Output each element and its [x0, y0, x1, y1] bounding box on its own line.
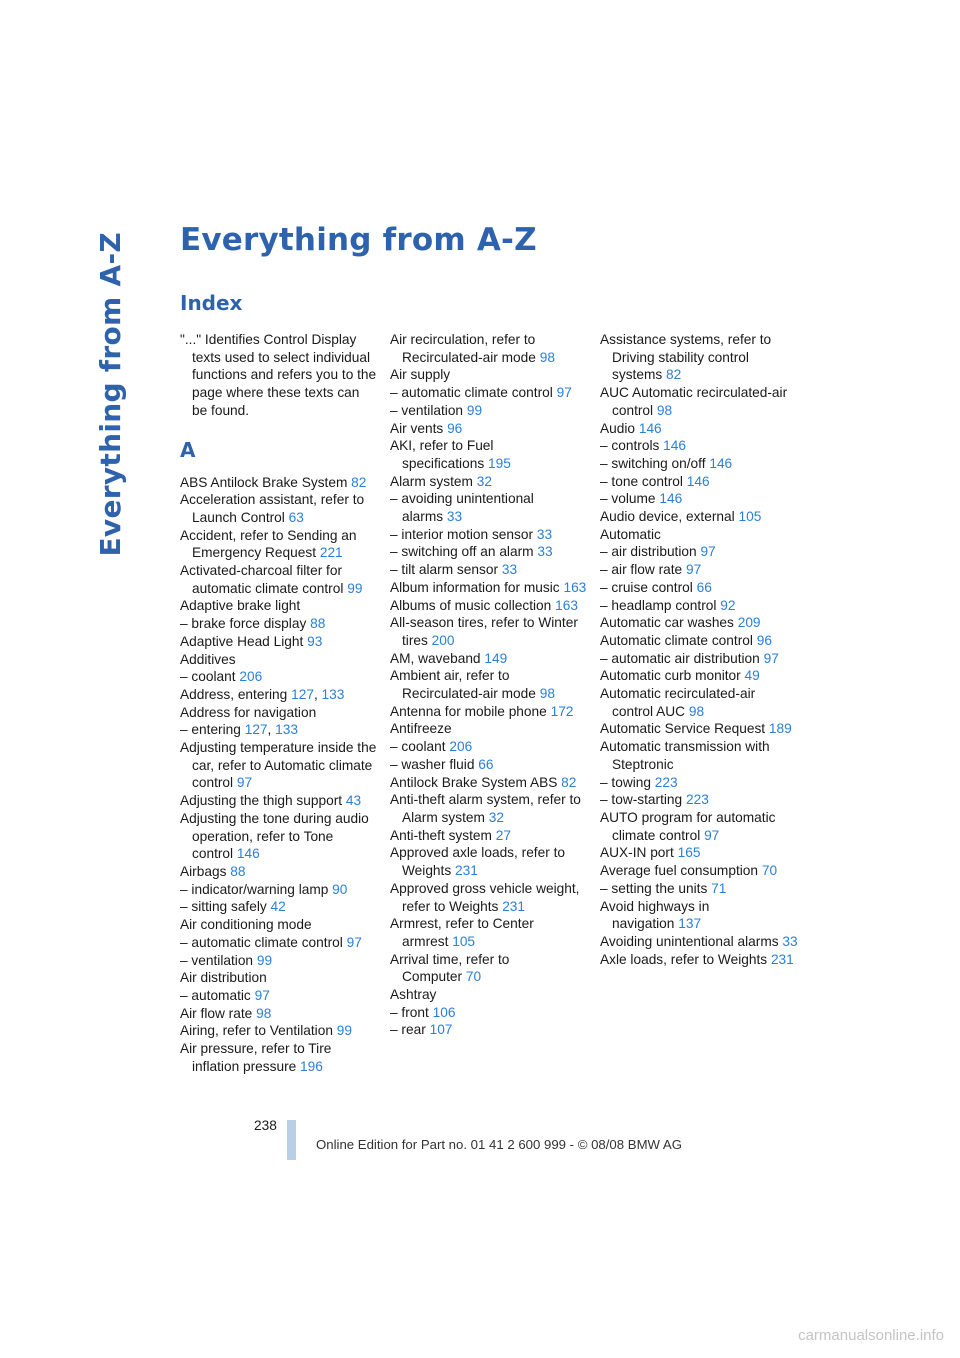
index-entry — [600, 455, 798, 473]
page-reference-link[interactable]: 33 — [782, 933, 798, 949]
page-reference-link[interactable]: 82 — [561, 774, 577, 790]
index-entry — [390, 614, 588, 649]
index-entry-text: Air distribution — [180, 970, 267, 986]
index-entry — [390, 756, 588, 774]
page-reference-link[interactable]: 97 — [254, 987, 270, 1003]
index-entry-text: – tow-starting — [600, 792, 683, 808]
page-reference-link[interactable]: 71 — [711, 880, 727, 896]
page-reference-link[interactable]: 98 — [256, 1005, 272, 1021]
index-entry — [180, 562, 378, 597]
index-entry-text: Air flow rate — [180, 1005, 253, 1021]
index-entry — [390, 791, 588, 826]
page-reference-link[interactable]: 66 — [696, 579, 712, 595]
page-reference-link[interactable]: 97 — [346, 934, 362, 950]
index-entry-text: Antenna for mobile phone — [390, 703, 547, 719]
index-entry — [600, 579, 798, 597]
index-entry — [390, 579, 588, 597]
index-entry-text: – coolant — [180, 669, 236, 685]
index-entry — [180, 651, 378, 669]
index-entry-text: Axle loads, refer to Weights — [600, 951, 768, 967]
page-reference-link[interactable]: 97 — [700, 544, 716, 560]
index-entry — [390, 366, 588, 384]
index-entry-text: AUC Automatic recirculated-air control — [600, 385, 788, 418]
index-entry-text: Adjusting the tone during audio operation, refer to Tone control — [180, 810, 369, 862]
index-entry — [180, 898, 378, 916]
index-entry — [600, 561, 798, 579]
index-entry — [390, 738, 588, 756]
index-entry-text: – automatic air distribution — [600, 650, 760, 666]
page-reference-link[interactable]: 105 — [738, 509, 762, 525]
index-column-1 — [180, 331, 378, 1075]
index-entry: Address, entering 127, 133 — [180, 686, 345, 702]
index-entry-text: Activated-charcoal filter for automatic climate control — [180, 563, 344, 596]
page-reference-link[interactable]: 93 — [307, 633, 323, 649]
page-reference-link[interactable]: 146 — [663, 438, 686, 454]
index-entry-text: Accident, refer to Sending an Emergency Request — [180, 527, 357, 561]
index-entry-text: Ambient air, refer to Recirculated-air mode — [390, 668, 536, 702]
side-chapter-title: Everything from A-Z — [94, 232, 127, 557]
index-entry — [600, 774, 798, 792]
index-entry — [600, 898, 798, 933]
index-entry — [600, 650, 798, 668]
page-reference-link[interactable]: 82 — [351, 474, 367, 490]
page-number: 238 — [254, 1118, 277, 1133]
index-entry — [390, 986, 588, 1004]
index-entry — [390, 561, 588, 579]
index-entry-text: Approved axle loads, refer to Weights — [390, 845, 565, 879]
index-entry — [600, 437, 798, 455]
index-entry-text: – automatic — [180, 987, 251, 1003]
index-entry — [180, 491, 378, 526]
index-entry-text: AUTO program for automatic climate control — [600, 809, 776, 843]
index-entry — [600, 951, 798, 969]
index-entry-text: Adjusting temperature inside the car, refer to Automatic climate control — [180, 740, 377, 791]
index-entry-text: Avoid highways in navigation — [600, 898, 710, 932]
page-reference-link[interactable]: 206 — [449, 739, 473, 755]
index-entry — [180, 1005, 378, 1023]
page-reference-link[interactable]: 127 — [291, 686, 314, 702]
index-entry-text: – controls — [600, 438, 660, 454]
index-entry — [600, 667, 798, 685]
page-reference-link[interactable]: 223 — [685, 792, 709, 808]
index-entry — [390, 473, 588, 491]
index-entry-text: – air distribution — [600, 544, 697, 560]
index-entry-text: Air conditioning mode — [180, 917, 312, 933]
index-entry-text: ABS Antilock Brake System — [180, 474, 348, 490]
index-entry — [600, 809, 798, 844]
index-entry-text: Air vents — [390, 420, 444, 436]
index-entry — [390, 420, 588, 438]
page-reference-link[interactable]: 98 — [688, 703, 705, 719]
page-reference-link[interactable]: 33 — [537, 544, 553, 560]
index-entry-text: – brake force display — [180, 616, 307, 632]
index-entry — [180, 668, 378, 686]
index-entry — [180, 987, 378, 1005]
index-entry-text: Alarm system — [390, 473, 473, 489]
page-reference-link[interactable]: 200 — [431, 632, 455, 648]
index-entry-text: Armrest, refer to Center armrest — [390, 916, 534, 949]
index-entry — [600, 862, 798, 880]
index-entry — [180, 704, 378, 722]
index-entry — [390, 331, 588, 366]
index-entry-text: Albums of music collection — [390, 597, 552, 613]
index-entry-text: Air recirculation, refer to Recirculated-air mode — [390, 332, 536, 365]
index-entry-text: Anti-theft system — [390, 827, 492, 843]
page-reference-link[interactable]: 146 — [709, 455, 733, 471]
index-entry — [180, 969, 378, 987]
index-entry-text: – washer fluid — [390, 756, 475, 772]
index-entry-text: Airing, refer to Ventilation — [180, 1023, 333, 1039]
page-reference-link[interactable]: 98 — [656, 402, 673, 418]
index-entry — [390, 880, 588, 915]
index-entry-text: – interior motion sensor — [390, 526, 534, 542]
index-entry-text: AKI, refer to Fuel specifications — [390, 438, 494, 471]
index-entry — [600, 473, 798, 491]
index-entry — [180, 615, 378, 633]
index-entry-text: Automatic car washes — [600, 615, 734, 631]
letter-heading: A — [180, 437, 196, 462]
page-reference-link[interactable]: 32 — [488, 809, 504, 825]
index-entry — [390, 543, 588, 561]
page-reference-link[interactable]: 221 — [319, 545, 343, 561]
page-reference-link[interactable]: 231 — [502, 898, 526, 914]
index-entry — [390, 1004, 588, 1022]
index-column-3 — [600, 331, 798, 968]
index-entry — [600, 880, 798, 898]
index-entry — [390, 720, 588, 738]
index-entry-text: Automatic Service Request — [600, 721, 766, 737]
index-entry — [600, 738, 798, 773]
page-reference-link[interactable]: 107 — [429, 1022, 453, 1038]
index-entry — [390, 774, 588, 792]
page-reference-link[interactable]: 163 — [563, 579, 587, 595]
index-entry-text: Ashtray — [390, 987, 437, 1003]
index-entry-text: Additives — [180, 651, 236, 667]
index-entry — [180, 331, 378, 420]
page-reference-link[interactable]: 105 — [452, 933, 476, 949]
index-entry-text: – setting the units — [600, 880, 708, 896]
index-entry — [390, 526, 588, 544]
page-reference-link[interactable]: 99 — [347, 580, 363, 596]
index-entry — [600, 543, 798, 561]
index-entry — [390, 844, 588, 879]
index-entry — [180, 881, 378, 899]
index-entry — [390, 827, 588, 845]
page-reference-link[interactable]: 98 — [539, 349, 555, 365]
page-reference-link[interactable]: 231 — [770, 951, 794, 967]
index-entry — [390, 703, 588, 721]
index-entry — [390, 384, 588, 402]
index-entry-text: Address for navigation — [180, 704, 317, 720]
page-reference-link[interactable]: 43 — [345, 793, 362, 809]
page-reference-link[interactable]: 231 — [455, 863, 478, 879]
index-entry-text: Adaptive Head Light — [180, 633, 304, 649]
index-entry — [600, 526, 798, 544]
index-entry-text: – volume — [600, 491, 656, 507]
index-entry-text: – ventilation — [180, 952, 254, 968]
index-entry-text: Avoiding unintentional alarms — [600, 933, 779, 949]
index-entry-text: Audio — [600, 420, 636, 436]
page-reference-link[interactable]: 99 — [256, 952, 273, 968]
index-entry — [600, 420, 798, 438]
page-reference-link[interactable]: 70 — [761, 863, 778, 879]
index-entry — [180, 1022, 378, 1040]
index-entry — [600, 384, 798, 419]
index-entry-text: – rear — [390, 1022, 426, 1038]
index-entry — [390, 402, 588, 420]
index-entry-text: Airbags — [180, 863, 227, 879]
page-reference-link[interactable]: 172 — [550, 703, 574, 719]
page-reference-link[interactable]: 96 — [756, 632, 772, 648]
index-entry — [180, 952, 378, 970]
index-entry — [390, 437, 588, 472]
index-entry-text: AUX-IN port — [600, 845, 674, 861]
page-reference-link[interactable]: 88 — [230, 863, 246, 879]
page-reference-link[interactable]: 42 — [270, 899, 286, 915]
index-entry — [600, 508, 798, 526]
index-entry — [390, 667, 588, 702]
index-entry — [600, 331, 798, 384]
index-entry-text: "..." Identifies Control Display texts used to select individual functions and refers you to the page where these texts can be found. — [180, 332, 377, 418]
index-entry-text: – air flow rate — [600, 562, 683, 578]
page-title: Everything from A-Z — [180, 222, 537, 258]
index-entry-text: Assistance systems, refer to Driving stability control systems — [600, 332, 772, 383]
page-reference-link[interactable]: 70 — [465, 969, 482, 985]
index-entry — [600, 933, 798, 951]
index-entry — [180, 739, 378, 792]
page-reference-link[interactable]: 146 — [659, 491, 683, 507]
index-entry-text: Automatic — [600, 526, 661, 542]
page-reference-link[interactable]: 97 — [556, 385, 572, 401]
index-entry-text: Adaptive brake light — [180, 598, 301, 614]
index-entry — [390, 1021, 588, 1039]
page-reference-link[interactable]: 90 — [332, 881, 348, 897]
index-entry — [390, 490, 588, 525]
index-entry — [390, 951, 588, 986]
index-entry-text: – front — [390, 1004, 429, 1020]
index-entry — [390, 597, 588, 615]
index-entry-text: – sitting safely — [180, 899, 267, 915]
page-reference-link[interactable]: 82 — [666, 367, 682, 383]
index-entry-text: Album information for music — [390, 579, 560, 595]
index-entry: – entering 127, 133 — [180, 722, 298, 738]
index-entry-text: Automatic climate control — [600, 632, 753, 648]
page-reference-link[interactable]: 146 — [236, 846, 260, 862]
index-entry-text: Arrival time, refer to Computer — [390, 951, 510, 985]
index-entry-text: Adjusting the thigh support — [180, 793, 343, 809]
index-entry — [600, 597, 798, 615]
page-reference-link[interactable]: 99 — [336, 1023, 352, 1039]
footer-text: Online Edition for Part no. 01 41 2 600 999 - © 08/08 BMW AG — [316, 1137, 682, 1152]
index-entry-text: Anti-theft alarm system, refer to Alarm system — [390, 792, 581, 825]
index-entry — [600, 844, 798, 862]
page-reference-link[interactable]: 98 — [539, 686, 555, 702]
page-reference-link[interactable]: 88 — [310, 616, 326, 632]
index-entry-text: Automatic transmission with Steptronic — [600, 739, 770, 772]
index-entry-text: – towing — [600, 774, 651, 790]
index-entry — [600, 490, 798, 508]
index-entry — [600, 685, 798, 720]
page-reference-link[interactable]: 137 — [678, 916, 702, 932]
watermark: carmanualsonline.info — [798, 1327, 944, 1344]
page-reference-link[interactable]: 49 — [744, 668, 760, 684]
page-reference-link[interactable]: 97 — [236, 775, 253, 791]
page-reference-link[interactable]: 66 — [478, 756, 494, 772]
index-entry — [180, 1040, 378, 1075]
page-reference-link[interactable]: 133 — [321, 686, 345, 702]
index-entry-text: Air supply — [390, 367, 451, 383]
index-entry-text: Address, entering — [180, 686, 288, 702]
page-reference-link[interactable]: 165 — [677, 845, 701, 861]
page-reference-link[interactable]: 92 — [720, 597, 736, 613]
index-entry-text: Antifreeze — [390, 721, 452, 737]
index-entry-text: – ventilation — [390, 402, 464, 418]
page-reference-link[interactable]: 196 — [300, 1058, 323, 1074]
index-entry-text: Approved gross vehicle weight, refer to Weights — [390, 880, 580, 914]
page-reference-link[interactable]: 97 — [685, 562, 702, 578]
page-reference-link[interactable]: 146 — [638, 420, 662, 436]
index-entry-text: Acceleration assistant, refer to Launch Control — [180, 492, 365, 525]
index-entry-text: Antilock Brake System ABS — [390, 774, 558, 790]
footer-bar — [287, 1120, 296, 1160]
index-entry — [600, 632, 798, 650]
page-reference-link[interactable]: 33 — [536, 526, 553, 542]
index-entry-text: – indicator/warning lamp — [180, 881, 329, 897]
index-entry-text: – automatic climate control — [390, 385, 553, 401]
index-entry-text: Automatic recirculated-air control AUC — [600, 686, 756, 719]
page-reference-link[interactable]: 189 — [768, 721, 792, 737]
index-entry-text: – switching on/off — [600, 455, 706, 471]
index-column-2 — [390, 331, 588, 1039]
index-entry-text: – entering — [180, 722, 241, 738]
page-reference-link[interactable]: 149 — [484, 650, 508, 666]
index-entry-text: Average fuel consumption — [600, 863, 759, 879]
page-reference-link[interactable]: 195 — [487, 455, 511, 471]
page-reference-link[interactable]: 106 — [432, 1004, 456, 1020]
page-reference-link[interactable]: 209 — [737, 615, 761, 631]
index-entry-text: – headlamp control — [600, 597, 717, 613]
index-entry-text: AM, waveband — [390, 650, 481, 666]
index-entry — [180, 934, 378, 952]
index-entry — [390, 650, 588, 668]
page-reference-link[interactable]: 223 — [654, 774, 678, 790]
index-entry-text: – avoiding unintentional alarms — [390, 491, 534, 525]
page-reference-link[interactable]: 32 — [476, 473, 492, 489]
page-reference-link[interactable]: 97 — [763, 650, 779, 666]
page-reference-link[interactable]: 33 — [446, 509, 463, 525]
page-reference-link[interactable]: 133 — [275, 722, 298, 738]
index-entry — [180, 527, 378, 562]
index-entry — [180, 633, 378, 651]
page-reference-link[interactable]: 33 — [501, 562, 518, 578]
index-entry-text: – automatic climate control — [180, 934, 343, 950]
index-entry-text: Automatic curb monitor — [600, 668, 741, 684]
index-entry — [180, 597, 378, 615]
page-reference-link[interactable]: 97 — [704, 827, 720, 843]
index-entry — [180, 792, 378, 810]
index-entry-text: – coolant — [390, 739, 446, 755]
index-entry — [600, 720, 798, 738]
page-reference-link[interactable]: 163 — [555, 597, 578, 613]
index-entry — [180, 474, 378, 492]
page-reference-link[interactable]: 99 — [466, 402, 483, 418]
page-reference-link[interactable]: 27 — [495, 827, 511, 843]
index-entry-text: – cruise control — [600, 579, 693, 595]
index-entry — [600, 614, 798, 632]
index-entry-text: – switching off an alarm — [390, 544, 534, 560]
index-entry — [390, 915, 588, 950]
index-entry-text: Air pressure, refer to Tire inflation pressure — [180, 1041, 332, 1074]
section-title: Index — [180, 291, 243, 315]
page-reference-link[interactable]: 63 — [288, 509, 304, 525]
index-entry — [180, 916, 378, 934]
index-entry-text: Audio device, external — [600, 509, 735, 525]
page-reference-link[interactable]: 127 — [244, 722, 268, 738]
index-entry — [180, 810, 378, 863]
page-reference-link[interactable]: 96 — [447, 420, 463, 436]
index-entry-text: – tilt alarm sensor — [390, 562, 499, 578]
index-entry — [180, 863, 378, 881]
index-entry — [600, 791, 798, 809]
page-reference-link[interactable]: 206 — [239, 669, 263, 685]
index-entry-text: All-season tires, refer to Winter tires — [390, 615, 578, 648]
index-entry-text: – tone control — [600, 473, 683, 489]
page-reference-link[interactable]: 146 — [686, 473, 710, 489]
